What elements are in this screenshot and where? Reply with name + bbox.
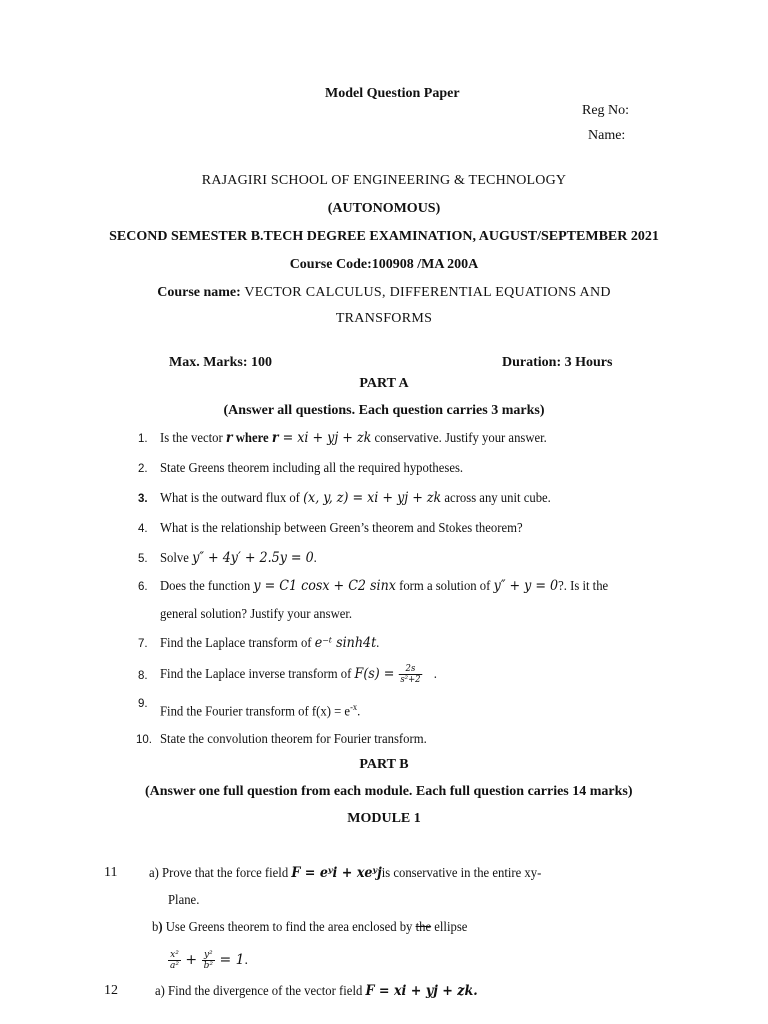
- autonomous-label: (AUTONOMOUS): [327, 201, 441, 216]
- question-text: State the convolution theorem for Fourier transform.: [160, 731, 427, 746]
- question-number: 12: [104, 983, 118, 998]
- question-number: 5.: [138, 553, 148, 565]
- question-text: a) Find the divergence of the vector field F = xi + yj + zk.: [155, 983, 478, 999]
- part-a-instruction: (Answer all questions. Each question carries 3 marks): [223, 403, 545, 418]
- part-b-instruction: (Answer one full question from each module. Each full question carries 14 marks): [145, 784, 633, 799]
- part-b-title: PART B: [359, 757, 409, 772]
- course-name-text: VECTOR CALCULUS, DIFFERENTIAL EQUATIONS AND: [240, 285, 611, 300]
- reg-no-label: Reg No:: [582, 103, 630, 118]
- course-name-label: Course name:: [157, 285, 241, 300]
- question-text-continued: Plane.: [168, 892, 200, 907]
- ellipse-equation: $\frac{\text{x²}}{\text{a²}}$ + $\frac{\text{y²}}{\text{b²}}$ = 1.: [170, 950, 249, 972]
- fraction: $\frac{\text{x²}}{\text{a²}}$: [170, 950, 179, 972]
- question-number: 4.: [138, 523, 148, 535]
- question-text: What is the relationship between Green’s theorem and Stokes theorem?: [160, 520, 523, 535]
- question-number: 11: [104, 865, 118, 880]
- module-title: MODULE 1: [347, 811, 421, 826]
- question-number: 7.: [138, 638, 148, 650]
- question-text: a) Prove that the force field F = eʸi + xeʸjis conservative in the entire xy-: [149, 865, 542, 881]
- question-number: 8.: [138, 670, 148, 682]
- question-text: Solve y″ + 4y′ + 2.5y = 0.: [160, 550, 317, 566]
- question-text: Does the function y = C1 cosx + C2 sinx form a solution of y″ + y = 0?. Is it the: [160, 578, 609, 594]
- course-code: Course Code:100908 /MA 200A: [289, 257, 479, 272]
- max-marks: Max. Marks: 100: [169, 355, 273, 370]
- part-a-title: PART A: [359, 376, 409, 391]
- college-name: RAJAGIRI SCHOOL OF ENGINEERING & TECHNOLOGY: [201, 173, 567, 188]
- question-text: What is the outward flux of (x, y, z) = xi + yj + zk across any unit cube.: [160, 490, 551, 506]
- fraction: $\frac{2s}{\text{s²+2}}$: [400, 664, 421, 686]
- question-text: State Greens theorem including all the required hypotheses.: [160, 460, 464, 475]
- question-number: 1.: [138, 433, 148, 445]
- paper-title: Model Question Paper: [325, 86, 460, 101]
- question-number: 9.: [138, 698, 148, 710]
- course-name-line1: [0, 285, 768, 301]
- question-text-continued: general solution? Justify your answer.: [160, 606, 353, 621]
- question-number: 3.: [138, 493, 148, 505]
- question-text: Find the Laplace inverse transform of F(s) = $\frac{2s}{\text{s²+2}}$ .: [160, 664, 437, 686]
- question-number: 10.: [136, 734, 152, 746]
- question-text: Is the vector r where r = xi + yj + zk conservative. Justify your answer.: [160, 430, 547, 446]
- question-number: 2.: [138, 463, 148, 475]
- name-label: Name:: [588, 128, 626, 143]
- fraction: $\frac{\text{y²}}{\text{b²}}$: [203, 950, 213, 972]
- course-name-line2: TRANSFORMS: [335, 311, 433, 326]
- question-number: 6.: [138, 581, 148, 593]
- exam-title: SECOND SEMESTER B.TECH DEGREE EXAMINATION, AUGUST/SEPTEMBER 2021: [109, 229, 659, 244]
- question-text: Find the Laplace transform of e⁻ᵗ sinh4t.: [160, 635, 380, 651]
- question-text: Find the Fourier transform of $f(x) = e^{-x}$.: [160, 702, 361, 719]
- duration: Duration: 3 Hours: [502, 355, 613, 370]
- question-text: b) Use Greens theorem to find the area enclosed by the ellipse: [152, 919, 468, 934]
